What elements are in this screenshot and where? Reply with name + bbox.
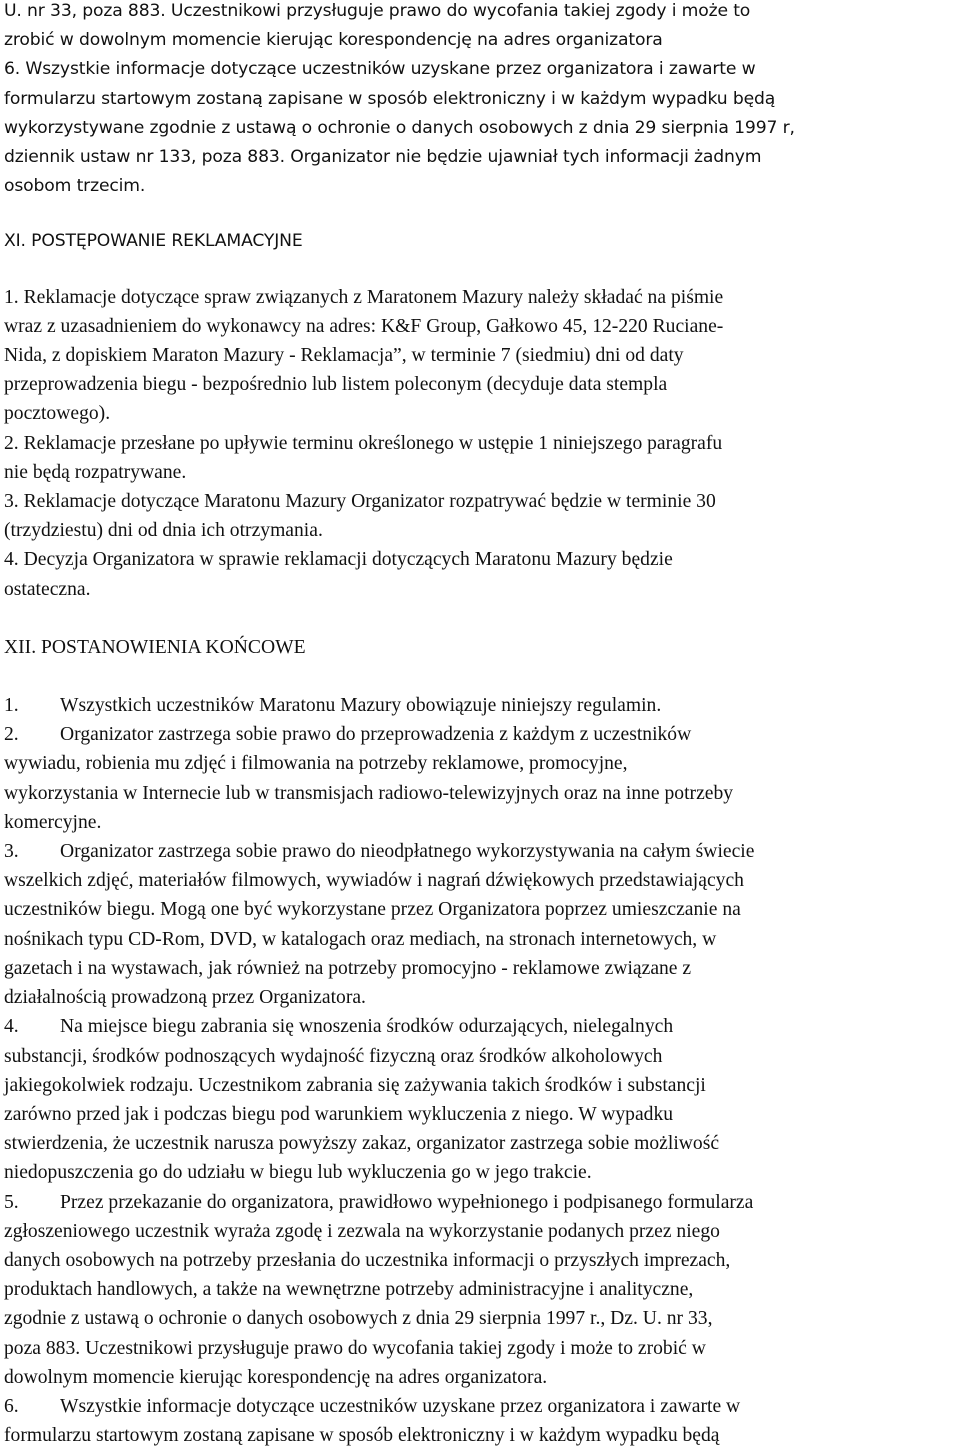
item-text: Wszystkich uczestników Maratonu Mazury obowiązuje niniejszy regulamin. xyxy=(60,695,662,717)
text-line: uczestników biegu. Mogą one być wykorzystane przez Organizatora poprzez umieszczanie na xyxy=(4,899,741,921)
text-line: dowolnym momencie kierując korespondencję na adres organizatora. xyxy=(4,1366,548,1388)
text-line: działalnością prowadzoną przez Organizatora. xyxy=(4,987,366,1009)
text-line: wykorzystywane zgodnie z ustawą o ochronie o danych osobowych z dnia 29 sierpnia 1997 r, xyxy=(4,117,795,138)
section-heading-xi: XI. POSTĘPOWANIE REKLAMACYJNE xyxy=(4,231,303,252)
text-line: 1. Reklamacje dotyczące spraw związanych z Maratonem Mazury należy składać na piśmie xyxy=(4,286,724,308)
spacer xyxy=(4,257,956,283)
text-line: wywiadu, robienia mu zdjęć i filmowania na potrzeby reklamowe, promocyjne, xyxy=(4,753,628,775)
text-line: gazetach i na wystawach, jak również na potrzeby promocyjno - reklamowe związane z xyxy=(4,957,692,979)
text-line: 6. Wszystkie informacje dotyczące uczestników uzyskane przez organizatora i zawarte w xyxy=(4,59,756,80)
list-item xyxy=(4,1012,956,1187)
text-line: przeprowadzenia biegu - bezpośrednio lub listem poleconym (decyduje data stempla xyxy=(4,374,668,396)
section-heading-xii: XII. POSTANOWIENIA KOŃCOWE xyxy=(4,636,306,658)
list-item xyxy=(4,1188,956,1392)
item-number: 5. xyxy=(4,1191,19,1213)
text-line: produktach handlowych, a także na wewnętrzne potrzeby administracyjne i analityczne, xyxy=(4,1279,694,1301)
text-line: (trzydziestu) dni od dnia ich otrzymania. xyxy=(4,520,323,542)
text-line: substancji, środków podnoszących wydajność fizyczną oraz środków alkoholowych xyxy=(4,1045,663,1067)
text-line: zgłoszeniowego uczestnik wyraża zgodę i zezwala na wykorzystanie podanych przez niego xyxy=(4,1220,720,1242)
item-number: 1. xyxy=(4,695,19,717)
list-item xyxy=(4,837,956,1012)
spacer xyxy=(4,201,956,227)
text-line: niedopuszczenia go do udziału w biegu lub wykluczenia go w jego trakcie. xyxy=(4,1162,592,1184)
section-xii-body xyxy=(4,691,956,1450)
text-line: nośnikach typu CD-Rom, DVD, w katalogach oraz mediach, na stronach internetowych, w xyxy=(4,928,717,950)
item-text: Na miejsce biegu zabrania się wnoszenia środków odurzających, nielegalnych xyxy=(60,1016,674,1038)
text-line: wraz z uzasadnieniem do wykonawcy na adres: K&F Group, Gałkowo 45, 12-220 Ruciane- xyxy=(4,315,724,337)
text-line: ostateczna. xyxy=(4,578,91,600)
item-text: Organizator zastrzega sobie prawo do nieodpłatnego wykorzystywania na całym świecie xyxy=(60,841,755,863)
section-xi-body xyxy=(4,283,956,604)
spacer xyxy=(4,604,956,633)
text-line: stwierdzenia, że uczestnik narusza powyższy zakaz, organizator zastrzega sobie możliwość xyxy=(4,1133,720,1155)
text-line: jakiegokolwiek rodzaju. Uczestnikom zabrania się zażywania takich środków i substancji xyxy=(4,1074,706,1096)
text-line xyxy=(4,720,956,749)
list-item xyxy=(4,691,956,720)
text-line xyxy=(4,1012,956,1041)
text-line xyxy=(4,837,956,866)
text-line: Nida, z dopiskiem Maraton Mazury - Reklamacja”, w terminie 7 (siedmiu) dni od daty xyxy=(4,345,684,367)
text-line: 3. Reklamacje dotyczące Maratonu Mazury Organizator rozpatrywać będzie w terminie 30 xyxy=(4,491,716,513)
item-number: 6. xyxy=(4,1395,19,1417)
text-line: osobom trzecim. xyxy=(4,176,146,197)
text-line: U. nr 33, poza 883. Uczestnikowi przysługuje prawo do wycofania takiej zgody i może to xyxy=(4,1,751,21)
spacer xyxy=(4,662,956,691)
top-paragraph xyxy=(4,0,956,201)
text-line: formularzu startowym zostaną zapisane w sposób elektroniczny i w każdym wypadku będą xyxy=(4,88,776,109)
item-text: Organizator zastrzega sobie prawo do przeprowadzenia z każdym z uczestników xyxy=(60,724,692,746)
text-line: formularzu startowym zostaną zapisane w sposób elektroniczny i w każdym wypadku będą xyxy=(4,1425,720,1447)
list-item xyxy=(4,1392,956,1450)
item-text: Wszystkie informacje dotyczące uczestników uzyskane przez organizatora i zawarte w xyxy=(60,1395,741,1417)
text-line: zgodnie z ustawą o ochronie o danych osobowych z dnia 29 sierpnia 1997 r., Dz. U. nr 33, xyxy=(4,1308,713,1330)
list-item xyxy=(4,720,956,837)
text-line: wszelkich zdjęć, materiałów filmowych, wywiadów i nagrań dźwiękowych przedstawiających xyxy=(4,870,744,892)
text-line: poza 883. Uczestnikowi przysługuje prawo do wycofania takiej zgody i może to zrobić w xyxy=(4,1337,706,1359)
text-line: nie będą rozpatrywane. xyxy=(4,461,187,483)
text-line: 4. Decyzja Organizatora w sprawie reklamacji dotyczących Maratonu Mazury będzie xyxy=(4,549,673,571)
text-line: pocztowego). xyxy=(4,403,111,425)
text-line: komercyjne. xyxy=(4,811,102,833)
document-page xyxy=(4,0,956,1450)
item-number: 2. xyxy=(4,724,19,746)
item-number: 3. xyxy=(4,841,19,863)
text-line xyxy=(4,1392,956,1421)
item-text: Przez przekazanie do organizatora, prawidłowo wypełnionego i podpisanego formularza xyxy=(60,1191,754,1213)
text-line: zarówno przed jak i podczas biegu pod warunkiem wykluczenia z niego. W wypadku xyxy=(4,1103,674,1125)
text-line: zrobić w dowolnym momencie kierując korespondencję na adres organizatora xyxy=(4,30,663,51)
text-line: dziennik ustaw nr 133, poza 883. Organizator nie będzie ujawniał tych informacji żadnym xyxy=(4,147,762,168)
text-line xyxy=(4,1188,956,1217)
text-line xyxy=(4,691,956,720)
text-line: danych osobowych na potrzeby przesłania do uczestnika informacji o przyszłych imprezach, xyxy=(4,1249,731,1271)
text-line: wykorzystania w Internecie lub w transmisjach radiowo-telewizyjnych oraz na inne potrzeby xyxy=(4,782,734,804)
item-number: 4. xyxy=(4,1016,19,1038)
text-line: 2. Reklamacje przesłane po upływie terminu określonego w ustępie 1 niniejszego paragrafu xyxy=(4,432,723,454)
